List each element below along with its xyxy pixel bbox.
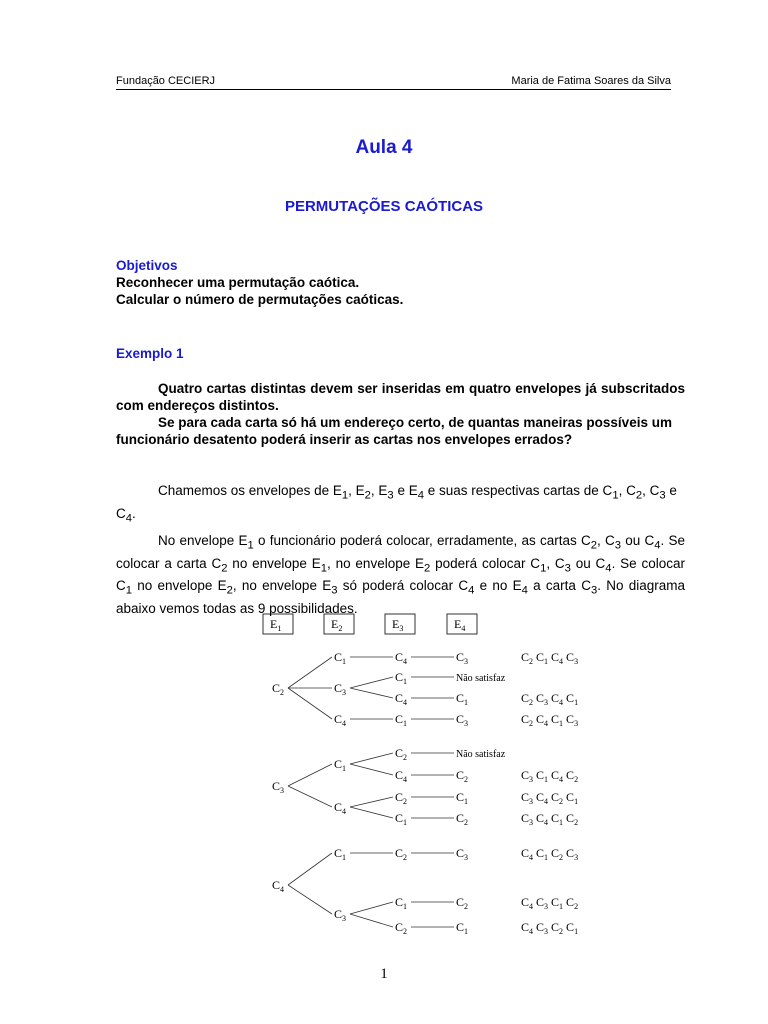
- tree-branch-line: [350, 807, 393, 818]
- tree-node-e3: $C_1$: [395, 895, 408, 911]
- paragraph-naming: Chamemos os envelopes de $E_1$, $E_2$, $E_3$ e $E_4$ e suas respectivas cartas de $C_1$, $C_2$, $C_3$ e $C_4$.: [116, 483, 677, 525]
- envelope-header-label: $E_2$: [331, 617, 343, 633]
- tree-node-e2: $C_1$: [334, 650, 347, 666]
- tree-branch-line: [350, 753, 393, 764]
- tree-node-e3: $C_2$: [395, 920, 408, 936]
- envelope-header-label: $E_1$: [270, 617, 282, 633]
- tree-node-e4: $C_3$: [456, 650, 469, 666]
- page-number: 1: [380, 966, 388, 982]
- tree-node-e2: $C_4$: [334, 800, 347, 816]
- example-heading: Exemplo 1: [116, 346, 184, 361]
- tree-branch-line: [288, 853, 332, 885]
- tree-node-e3: $C_4$: [395, 650, 408, 666]
- tree-node-e4: $C_2$: [456, 895, 469, 911]
- permutation-result: $C_2$ $C_4$ $C_1$ $C_3$: [521, 712, 579, 728]
- envelope-header-label: $E_4$: [454, 617, 466, 633]
- tree-branch-line: [288, 885, 332, 914]
- tree-node-e4: $C_3$: [456, 846, 469, 862]
- paragraph-explanation: No envelope $E_1$ o funcionário poderá colocar, erradamente, as cartas $C_2$, $C_3$ ou $C_4$. Se colocar a carta $C_2$ no envelope $E_1$, no envelope $E_2$ poderá colocar $C_1$, $C_3$ ou $C_4$. Se colocar $C_1$ no envelope $E_2$, no envelope $E_3$ só poderá colocar $C_4$ e no $E_4$ a carta $C_3$. No diagrama abaixo vemos todas as 9 possibilidades.: [116, 533, 686, 617]
- lesson-title: Aula 4: [355, 137, 413, 158]
- permutation-result: $C_3$ $C_4$ $C_1$ $C_2$: [521, 811, 579, 827]
- permutation-result: $C_3$ $C_4$ $C_2$ $C_1$: [521, 790, 579, 806]
- tree-node-e3: $C_1$: [395, 811, 408, 827]
- tree-branch-line: [288, 688, 332, 719]
- permutation-result: $C_4$ $C_3$ $C_1$ $C_2$: [521, 895, 579, 911]
- tree-node-e4: $C_1$: [456, 691, 469, 707]
- tree-node-e3: $C_2$: [395, 746, 408, 762]
- tree-node-e1: $C_2$: [272, 681, 285, 697]
- tree-node-e2: $C_3$: [334, 907, 347, 923]
- tree-branch-line: [350, 688, 393, 698]
- tree-branch-line: [288, 657, 332, 688]
- tree-node-e1: $C_4$: [272, 878, 285, 894]
- objective-item: Reconhecer uma permutação caótica.: [116, 275, 360, 290]
- tree-node-e2: $C_3$: [334, 681, 347, 697]
- tree-node-e4: $C_1$: [456, 920, 469, 936]
- tree-node-e4: $C_1$: [456, 790, 469, 806]
- tree-node-e1: $C_3$: [272, 779, 285, 795]
- tree-node-e4: $C_2$: [456, 768, 469, 784]
- tree-node-e3: $C_2$: [395, 790, 408, 806]
- tree-branch-line: [288, 764, 332, 786]
- tree-node-e2: $C_4$: [334, 712, 347, 728]
- envelope-header-label: $E_3$: [392, 617, 404, 633]
- tree-node-e2: $C_1$: [334, 757, 347, 773]
- tree-node-e3: $C_4$: [395, 691, 408, 707]
- objective-item: Calcular o número de permutações caóticas.: [116, 292, 404, 307]
- tree-node-e2: $C_1$: [334, 846, 347, 862]
- objectives-heading: Objetivos: [116, 258, 178, 273]
- header-author: Maria de Fatima Soares da Silva: [511, 75, 671, 87]
- tree-branch-line: [350, 902, 393, 914]
- tree-node-e4: $C_3$: [456, 712, 469, 728]
- nao-satisfaz-label: Não satisfaz: [456, 749, 506, 760]
- problem-statement-2: Se para cada carta só há um endereço certo, de quantas maneiras possíveis um funcionário desatento poderá inserir as cartas nos envelopes errados?: [116, 415, 672, 447]
- nao-satisfaz-label: Não satisfaz: [456, 673, 506, 684]
- tree-node-e3: $C_4$: [395, 768, 408, 784]
- permutation-result: $C_2$ $C_1$ $C_4$ $C_3$: [521, 650, 579, 666]
- tree-node-e4: $C_2$: [456, 811, 469, 827]
- tree-node-e3: $C_1$: [395, 712, 408, 728]
- permutation-result: $C_2$ $C_3$ $C_4$ $C_1$: [521, 691, 579, 707]
- permutation-result: $C_3$ $C_1$ $C_4$ $C_2$: [521, 768, 579, 784]
- problem-statement-1: Quatro cartas distintas devem ser inseridas em quatro envelopes já subscritados com endereços distintos.: [116, 381, 685, 413]
- permutation-result: $C_4$ $C_1$ $C_2$ $C_3$: [521, 846, 579, 862]
- tree-branch-line: [350, 677, 393, 688]
- header-institution: Fundação CECIERJ: [116, 75, 216, 87]
- tree-branch-line: [350, 764, 393, 775]
- tree-branch-line: [350, 914, 393, 927]
- tree-node-e3: $C_2$: [395, 846, 408, 862]
- permutation-result: $C_4$ $C_3$ $C_2$ $C_1$: [521, 920, 579, 936]
- tree-branch-line: [350, 797, 393, 807]
- tree-node-e3: $C_1$: [395, 670, 408, 686]
- lesson-subtitle: PERMUTAÇÕES CAÓTICAS: [284, 198, 484, 215]
- tree-branch-line: [288, 786, 332, 807]
